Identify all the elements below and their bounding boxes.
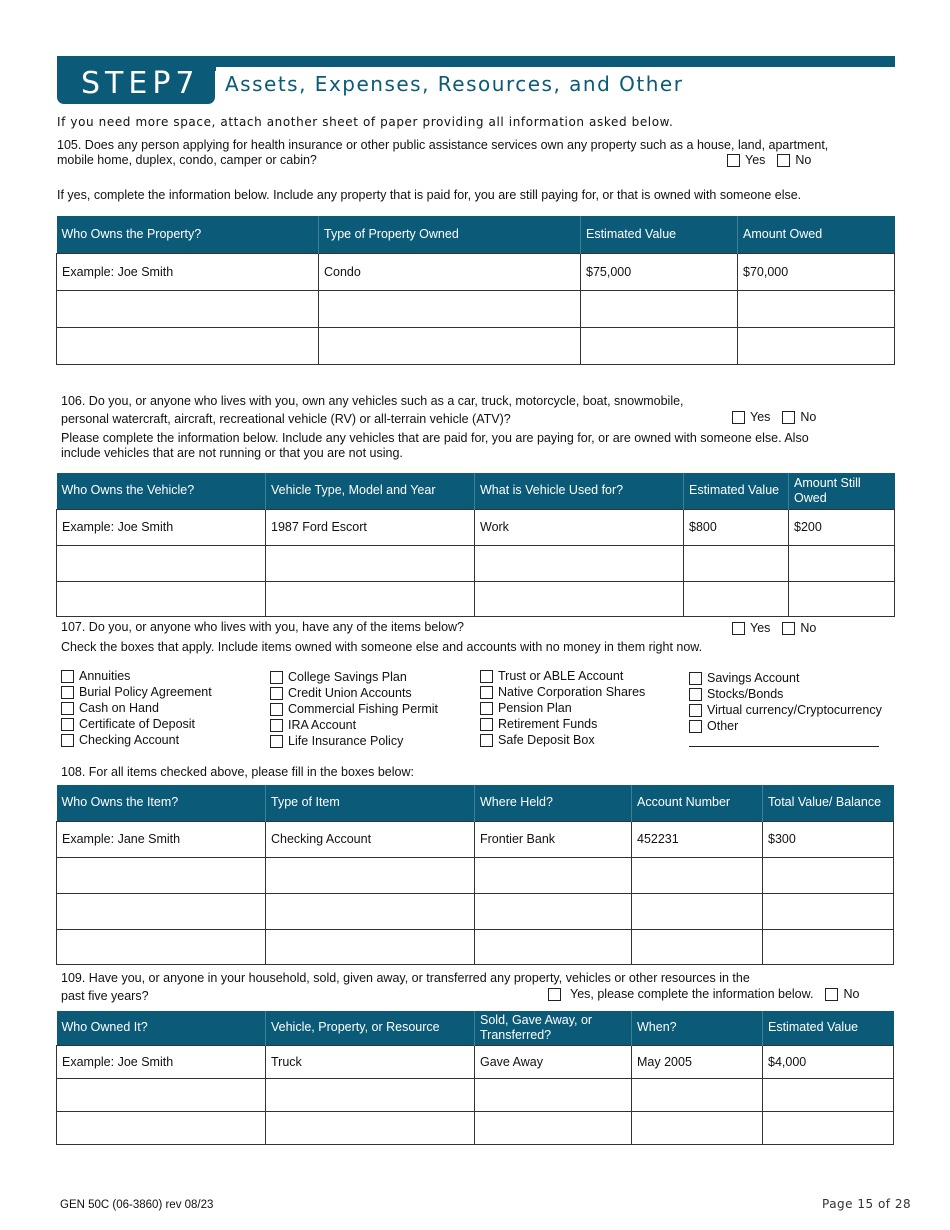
q106-no-checkbox[interactable] xyxy=(782,411,795,424)
asset-checkbox-item[interactable]: Other xyxy=(689,718,882,734)
table-row xyxy=(57,327,895,364)
table-row xyxy=(57,1045,894,1078)
table-cell: Condo xyxy=(319,253,581,290)
table-cell[interactable] xyxy=(266,857,475,893)
checkbox[interactable] xyxy=(270,671,283,684)
asset-checkbox-item[interactable]: Savings Account xyxy=(689,670,882,686)
column-header: Vehicle Type, Model and Year xyxy=(266,473,475,509)
table-cell[interactable] xyxy=(632,893,763,929)
checkbox[interactable] xyxy=(270,735,283,748)
table-cell[interactable] xyxy=(266,893,475,929)
table-cell[interactable] xyxy=(475,857,632,893)
q109-text: 109. Have you, or anyone in your household, sold, given away, or transferred any property, vehicles or other resources in the past five years? xyxy=(61,971,750,1003)
asset-checkbox-item[interactable]: Certificate of Deposit xyxy=(61,716,212,732)
column-header: Total Value/ Balance xyxy=(763,785,894,821)
table-cell[interactable] xyxy=(475,545,684,581)
table-row xyxy=(57,545,895,581)
table-cell: Gave Away xyxy=(475,1045,632,1078)
table-cell[interactable] xyxy=(475,929,632,964)
checkbox[interactable] xyxy=(61,670,74,683)
checkbox[interactable] xyxy=(480,718,493,731)
table-cell: $200 xyxy=(789,509,895,545)
table-cell[interactable] xyxy=(763,857,894,893)
table-row xyxy=(57,821,894,857)
table-cell[interactable] xyxy=(684,581,789,616)
checkbox[interactable] xyxy=(480,702,493,715)
table-cell[interactable] xyxy=(57,290,319,327)
table-cell[interactable] xyxy=(266,581,475,616)
table-cell[interactable] xyxy=(475,893,632,929)
checkbox[interactable] xyxy=(270,719,283,732)
table-cell[interactable] xyxy=(266,1078,475,1111)
table-cell: May 2005 xyxy=(632,1045,763,1078)
q109-no-checkbox[interactable] xyxy=(825,988,838,1001)
asset-checklist-col3 xyxy=(480,668,645,748)
column-header: Sold, Gave Away, or Transferred? xyxy=(475,1011,632,1045)
property-table xyxy=(56,216,895,365)
table-cell: Example: Joe Smith xyxy=(57,509,266,545)
table-cell[interactable] xyxy=(632,1078,763,1111)
table-cell[interactable] xyxy=(763,929,894,964)
checkbox[interactable] xyxy=(61,702,74,715)
table-cell[interactable] xyxy=(475,581,684,616)
checkbox[interactable] xyxy=(270,703,283,716)
table-cell: $300 xyxy=(763,821,894,857)
table-header-row xyxy=(57,785,894,821)
instruction-note: If you need more space, attach another sheet of paper providing all information asked below. xyxy=(57,115,674,129)
column-header: Vehicle, Property, or Resource xyxy=(266,1011,475,1045)
table-cell[interactable] xyxy=(57,1078,266,1111)
table-cell[interactable] xyxy=(319,327,581,364)
q107-yes-no: Yes No xyxy=(732,621,816,635)
table-cell: Checking Account xyxy=(266,821,475,857)
table-cell[interactable] xyxy=(581,290,738,327)
asset-checkbox-item[interactable]: College Savings Plan xyxy=(270,669,438,685)
table-cell: 452231 xyxy=(632,821,763,857)
table-cell[interactable] xyxy=(57,857,266,893)
table-cell[interactable] xyxy=(57,545,266,581)
checkbox[interactable] xyxy=(689,704,702,717)
q105-no-checkbox[interactable] xyxy=(777,154,790,167)
form-id: GEN 50C (06-3860) rev 08/23 xyxy=(60,1199,214,1211)
checkbox[interactable] xyxy=(480,734,493,747)
asset-checkbox-item[interactable]: Stocks/Bonds xyxy=(689,686,882,702)
column-header: Who Owns the Property? xyxy=(57,216,319,253)
table-cell[interactable] xyxy=(266,1111,475,1144)
table-cell: $70,000 xyxy=(738,253,895,290)
table-header-row xyxy=(57,216,895,253)
q107-text: 107. Do you, or anyone who lives with you, have any of the items below? xyxy=(61,620,465,634)
asset-checkbox-item[interactable]: Checking Account xyxy=(61,732,212,748)
q109-yes-no: Yes, please complete the information below. No xyxy=(548,987,859,1001)
table-cell[interactable] xyxy=(57,581,266,616)
page-number: Page 15 of 28 xyxy=(822,1197,912,1211)
asset-checkbox-item[interactable]: Safe Deposit Box xyxy=(480,732,645,748)
q106-text: 106. Do you, or anyone who lives with you, own any vehicles such as a car, truck, motorcycle, boat, snowmobile, personal watercraft, aircraft, recreational vehicle (RV) or all-terrain vehicle (ATV)? xyxy=(61,394,684,426)
table-cell: Frontier Bank xyxy=(475,821,632,857)
asset-checkbox-item[interactable]: Cash on Hand xyxy=(61,700,212,716)
asset-checkbox-item[interactable]: Trust or ABLE Account xyxy=(480,668,645,684)
checkbox[interactable] xyxy=(480,670,493,683)
checkbox[interactable] xyxy=(480,686,493,699)
asset-checkbox-item[interactable]: Burial Policy Agreement xyxy=(61,684,212,700)
table-cell: Example: Joe Smith xyxy=(57,253,319,290)
column-header: Amount Still Owed xyxy=(789,473,895,509)
table-cell: $800 xyxy=(684,509,789,545)
table-row xyxy=(57,893,894,929)
table-cell[interactable] xyxy=(789,545,895,581)
table-row xyxy=(57,1111,894,1144)
asset-checkbox-item[interactable]: Native Corporation Shares xyxy=(480,684,645,700)
table-cell[interactable] xyxy=(57,1111,266,1144)
table-cell[interactable] xyxy=(632,929,763,964)
table-cell: Example: Joe Smith xyxy=(57,1045,266,1078)
table-cell[interactable] xyxy=(738,327,895,364)
table-cell: Work xyxy=(475,509,684,545)
page-title: Assets, Expenses, Resources, and Other xyxy=(225,72,684,96)
table-cell[interactable] xyxy=(684,545,789,581)
table-row xyxy=(57,857,894,893)
q106-yes-no: Yes No xyxy=(732,410,816,424)
table-cell[interactable] xyxy=(763,1078,894,1111)
table-cell[interactable] xyxy=(763,893,894,929)
asset-checkbox-item[interactable]: Credit Union Accounts xyxy=(270,685,438,701)
q108-text: 108. For all items checked above, please fill in the boxes below: xyxy=(61,765,414,779)
table-cell[interactable] xyxy=(581,327,738,364)
asset-checkbox-item[interactable]: Pension Plan xyxy=(480,700,645,716)
table-row xyxy=(57,509,895,545)
column-header: When? xyxy=(632,1011,763,1045)
table-cell[interactable] xyxy=(632,1111,763,1144)
table-row xyxy=(57,1078,894,1111)
column-header: Type of Item xyxy=(266,785,475,821)
q105-yes-no: Yes No xyxy=(727,153,811,167)
column-header: Who Owns the Item? xyxy=(57,785,266,821)
table-cell: $4,000 xyxy=(763,1045,894,1078)
table-cell: 1987 Ford Escort xyxy=(266,509,475,545)
column-header: Who Owned It? xyxy=(57,1011,266,1045)
q105-instruction: If yes, complete the information below. Include any property that is paid for, you are still paying for, or that is owned with someone else. xyxy=(57,188,802,202)
table-cell: $75,000 xyxy=(581,253,738,290)
q105-yes-checkbox[interactable] xyxy=(727,154,740,167)
checkbox[interactable] xyxy=(689,688,702,701)
checkbox[interactable] xyxy=(689,720,702,733)
table-cell[interactable] xyxy=(738,290,895,327)
asset-checkbox-item[interactable]: Commercial Fishing Permit xyxy=(270,701,438,717)
table-cell[interactable] xyxy=(475,1111,632,1144)
table-header-row xyxy=(57,1011,894,1045)
table-cell[interactable] xyxy=(789,581,895,616)
q109-yes-checkbox[interactable] xyxy=(548,988,561,1001)
checkbox[interactable] xyxy=(689,672,702,685)
column-header: Amount Owed xyxy=(738,216,895,253)
column-header: Who Owns the Vehicle? xyxy=(57,473,266,509)
items-table xyxy=(56,785,894,965)
asset-checklist-col2 xyxy=(270,669,438,749)
asset-checkbox-item[interactable]: Retirement Funds xyxy=(480,716,645,732)
checkbox[interactable] xyxy=(61,686,74,699)
asset-checkbox-item[interactable]: Annuities xyxy=(61,668,212,684)
asset-checkbox-item[interactable]: IRA Account xyxy=(270,717,438,733)
vehicle-table xyxy=(56,473,895,617)
table-cell: Truck xyxy=(266,1045,475,1078)
q105-text: 105. Does any person applying for health insurance or other public assistance services own any property such as a house, land, apartment, mobile home, duplex, condo, camper or cabin? xyxy=(57,138,829,167)
table-cell[interactable] xyxy=(57,929,266,964)
column-header: Estimated Value xyxy=(684,473,789,509)
checkbox[interactable] xyxy=(61,718,74,731)
table-header-row xyxy=(57,473,895,509)
q106-instruction: Please complete the information below. Include any vehicles that are paid for, you are paying for, or are owned with someone else. Also include vehicles that are not running or that you are not using. xyxy=(61,431,809,460)
asset-checkbox-item[interactable]: Life Insurance Policy xyxy=(270,733,438,749)
table-cell[interactable] xyxy=(763,1111,894,1144)
column-header: Type of Property Owned xyxy=(319,216,581,253)
q107-instruction: Check the boxes that apply. Include items owned with someone else and accounts with no money in them right now. xyxy=(61,640,703,654)
step-label: STEP7 xyxy=(57,63,215,104)
checkbox[interactable] xyxy=(61,734,74,747)
column-header: Account Number xyxy=(632,785,763,821)
q106-yes-checkbox[interactable] xyxy=(732,411,745,424)
table-cell[interactable] xyxy=(475,1078,632,1111)
checkbox[interactable] xyxy=(270,687,283,700)
table-cell[interactable] xyxy=(266,929,475,964)
q107-yes-checkbox[interactable] xyxy=(732,622,745,635)
transfers-table xyxy=(56,1011,894,1145)
table-cell[interactable] xyxy=(57,893,266,929)
asset-checklist-col1 xyxy=(61,668,212,748)
table-cell[interactable] xyxy=(632,857,763,893)
column-header: Where Held? xyxy=(475,785,632,821)
table-cell: Example: Jane Smith xyxy=(57,821,266,857)
q107-no-checkbox[interactable] xyxy=(782,622,795,635)
table-cell[interactable] xyxy=(266,545,475,581)
table-row xyxy=(57,581,895,616)
table-cell[interactable] xyxy=(319,290,581,327)
table-row xyxy=(57,253,895,290)
asset-checklist-col4 xyxy=(689,670,882,734)
table-row xyxy=(57,929,894,964)
table-row xyxy=(57,290,895,327)
table-cell[interactable] xyxy=(57,327,319,364)
other-specify-line[interactable] xyxy=(689,746,879,747)
column-header: Estimated Value xyxy=(581,216,738,253)
column-header: Estimated Value xyxy=(763,1011,894,1045)
column-header: What is Vehicle Used for? xyxy=(475,473,684,509)
asset-checkbox-item[interactable]: Virtual currency/Cryptocurrency xyxy=(689,702,882,718)
